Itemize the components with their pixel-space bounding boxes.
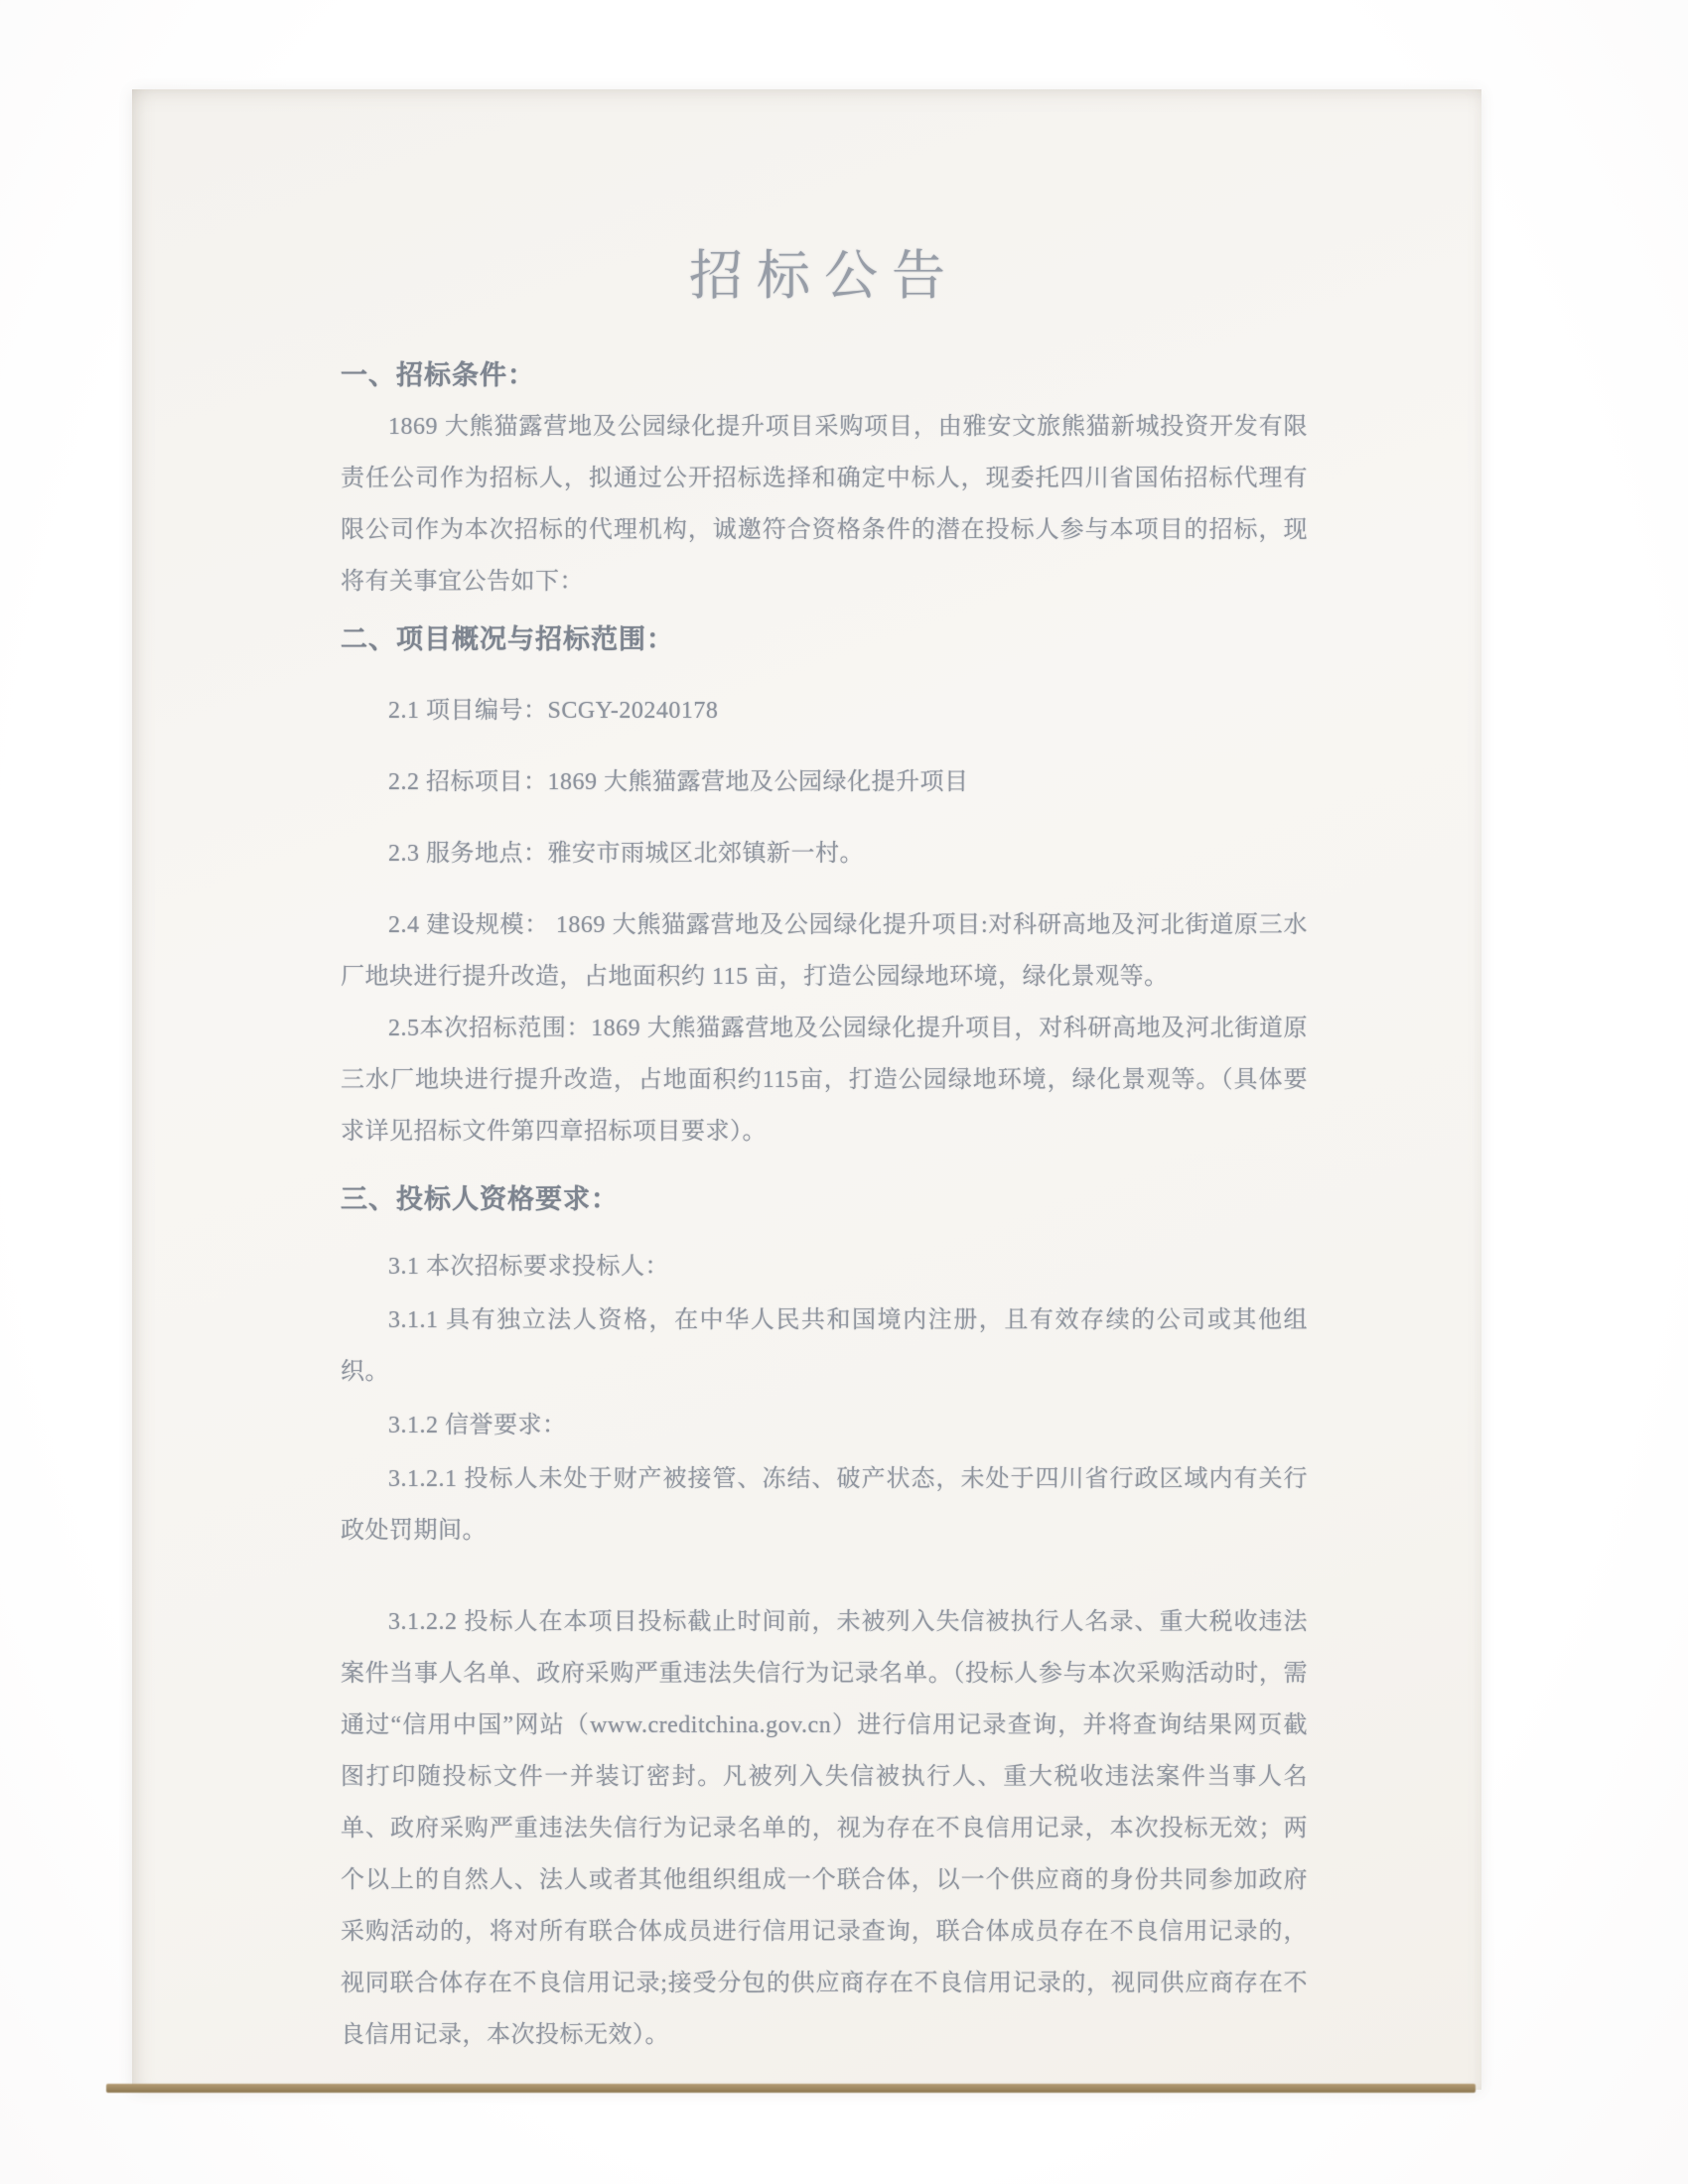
item-credit-requirements: 3.1.2 信誉要求：: [388, 1413, 567, 1438]
paper-bottom-edge: [106, 2084, 1476, 2093]
document-body: [341, 89, 1308, 2061]
item-legal-person-qualification: 3.1.1 具有独立法人资格，在中华人民共和国境内注册，且有效存续的公司或其他组织。: [341, 1307, 1308, 1385]
paragraph-credit-record-check: 3.1.2.2 投标人在本项目投标截止时间前，未被列入失信被执行人名录、重大税收违法案件当事人名单、政府采购严重违法失信行为记录名单。（投标人参与本次采购活动时，需通过“信用中国”网站（www.creditchina.gov.cn）进行信用记录查询，并将查询结果网页截图打印随投标文件一并装订密封。凡被列入失信被执行人、重大税收违法案件当事人名单、政府采购严重违法失信行为记录名单的，视为存在不良信用记录，本次投标无效；两个以上的自然人、法人或者其他组织组成一个联合体，以一个供应商的身份共同参加政府采购活动的，将对所有联合体成员进行信用记录查询，联合体成员存在不良信用记录的，视同联合体存在不良信用记录;接受分包的供应商存在不良信用记录的，视同供应商存在不良信用记录，本次投标无效）。: [341, 1609, 1308, 2048]
paragraph-tender-conditions: 1869 大熊猫露营地及公园绿化提升项目采购项目，由雅安文旅熊猫新城投资开发有限责任公司作为招标人，拟通过公开招标选择和确定中标人，现委托四川省国佑招标代理有限公司作为本次招标的代理机构，诚邀符合资格条件的潜在投标人参与本项目的招标，现将有关事宜公告如下：: [341, 414, 1308, 595]
item-service-location: 2.3 服务地点：雅安市雨城区北郊镇新一村。: [388, 841, 864, 867]
item-tender-project: 2.2 招标项目：1869 大熊猫露营地及公园绿化提升项目: [388, 769, 969, 795]
paragraph-no-bankruptcy: 3.1.2.1 投标人未处于财产被接管、冻结、破产状态，未处于四川省行政区域内有关行政处罚期间。: [341, 1466, 1308, 1544]
section-heading-project-overview: 二、项目概况与招标范围：: [341, 624, 674, 654]
item-bidder-requirements: 3.1 本次招标要求投标人：: [388, 1254, 669, 1280]
item-tender-scope: 2.5本次招标范围：1869 大熊猫露营地及公园绿化提升项目，对科研高地及河北街道原三水厂地块进行提升改造，占地面积约115亩，打造公园绿地环境，绿化景观等。（具体要求详见招标文件第四章招标项目要求）。: [341, 1016, 1308, 1145]
section-heading-tender-conditions: 一、招标条件：: [341, 360, 535, 390]
scanned-page: [132, 89, 1481, 2090]
page-title: 招标公告: [689, 246, 959, 306]
item-construction-scale: 2.4 建设规模： 1869 大熊猫露营地及公园绿化提升项目:对科研高地及河北街道原三水厂地块进行提升改造，占地面积约 115 亩，打造公园绿地环境，绿化景观等。: [341, 912, 1308, 990]
section-heading-bidder-qualifications: 三、投标人资格要求：: [341, 1184, 619, 1214]
item-project-number: 2.1 项目编号：SCGY-20240178: [388, 698, 719, 724]
